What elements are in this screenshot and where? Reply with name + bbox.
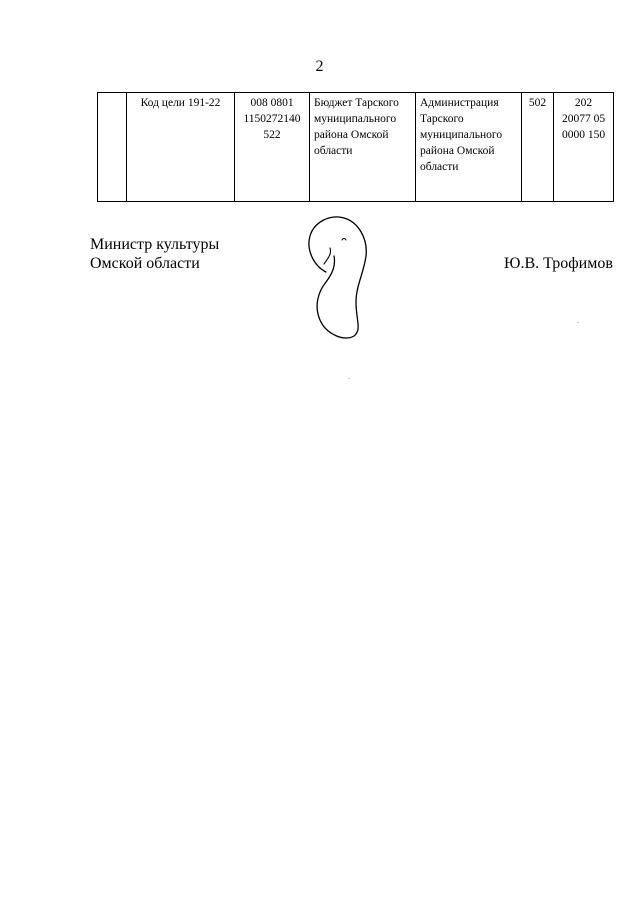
scan-speck — [577, 322, 579, 323]
signatory-position-line1: Министр культуры — [90, 236, 220, 253]
table-cell-income-code: 202 20077 05 0000 150 — [554, 93, 614, 202]
table-cell-kbk: 008 0801 1150272140 522 — [235, 93, 310, 202]
table-cell-empty — [98, 93, 127, 202]
signatory-name: Ю.В. Трофимов — [504, 255, 613, 272]
budget-table — [97, 92, 614, 202]
table-cell-target-code: Код цели 191-22 — [127, 93, 235, 202]
table-cell-code-502: 502 — [522, 93, 554, 202]
handwritten-signature — [296, 212, 376, 344]
signatory-position-line2: Омской области — [90, 255, 200, 272]
table-row — [98, 93, 614, 202]
page-number: 2 — [315, 58, 324, 75]
signatory-position — [90, 235, 219, 273]
table-cell-budget: Бюджет Тарского муниципального района Омской области — [310, 93, 416, 202]
table-cell-administrator: Администрация Тарского муниципального района Омской области — [416, 93, 522, 202]
scan-speck — [348, 378, 350, 379]
